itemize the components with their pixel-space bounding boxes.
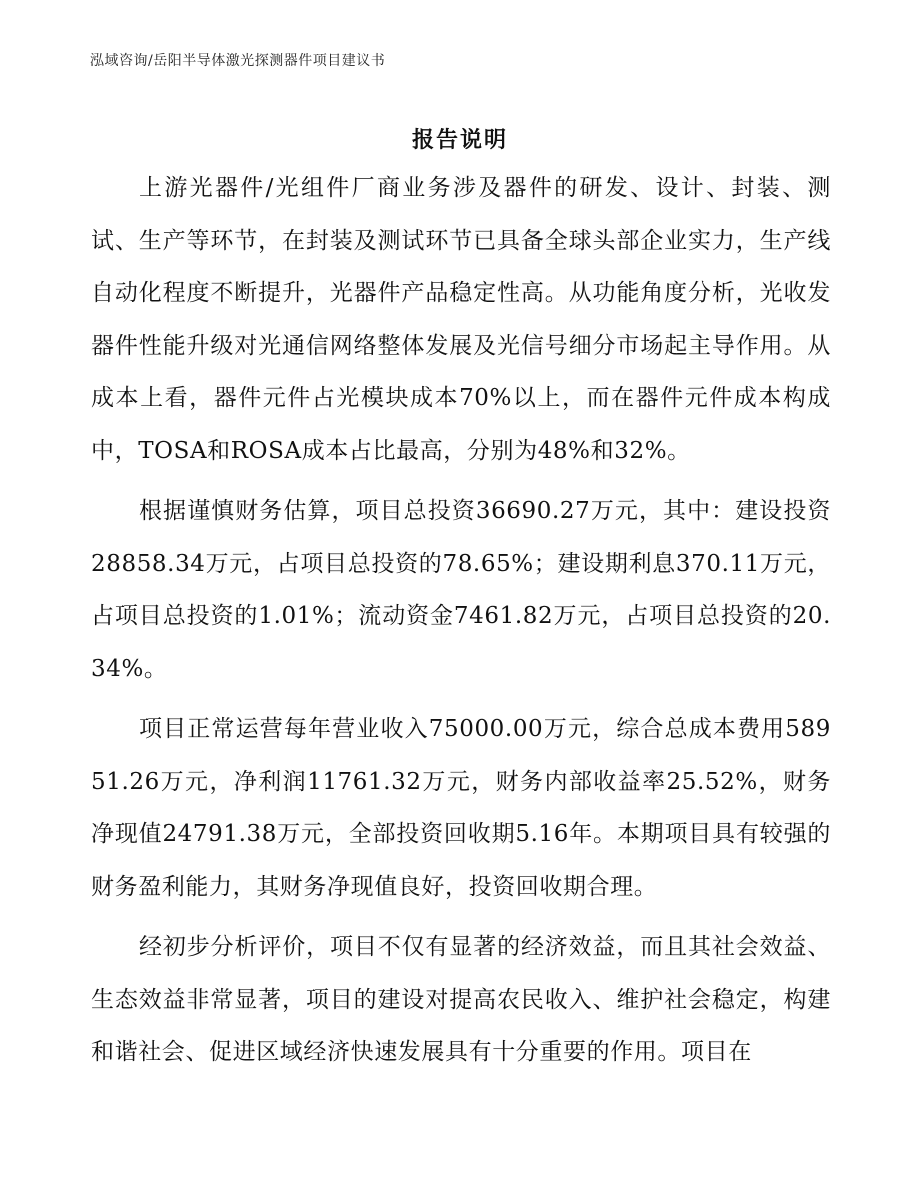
paragraph-evaluation: 经初步分析评价，项目不仅有显著的经济效益，而且其社会效益、生态效益非常显著，项目的建设对提高农民收入、维护社会稳定，构建和谐社会、促进区域经济快速发展具有十分重要的作用。项目在 xyxy=(91,934,831,1065)
running-header: 泓域咨询/岳阳半导体激光探测器件项目建议书 xyxy=(90,53,386,69)
paragraph-investment: 根据谨慎财务估算，项目总投资36690.27万元，其中：建设投资28858.34万元，占项目总投资的78.65%；建设期利息370.11万元，占项目总投资的1.01%；流动资金7461.82万元，占项目总投资的20.34%。 xyxy=(91,498,831,682)
paragraph-industry: 上游光器件/光组件厂商业务涉及器件的研发、设计、封装、测试、生产等环节，在封装及测试环节已具备全球头部企业实力，生产线自动化程度不断提升，光器件产品稳定性高。从功能角度分析，光收发器件性能升级对光通信网络整体发展及光信号细分市场起主导作用。从成本上看，器件元件占光模块成本70%以上，而在器件元件成本构成中，TOSA和ROSA成本占比最高，分别为48%和32%。 xyxy=(91,175,831,464)
report-body xyxy=(91,162,831,1087)
paragraph-revenue: 项目正常运营每年营业收入75000.00万元，综合总成本费用58951.26万元，净利润11761.32万元，财务内部收益率25.52%，财务净现值24791.38万元，全部投资回收期5.16年。本期项目具有较强的财务盈利能力，其财务净现值良好，投资回收期合理。 xyxy=(91,716,831,900)
section-title: 报告说明 xyxy=(411,127,508,153)
